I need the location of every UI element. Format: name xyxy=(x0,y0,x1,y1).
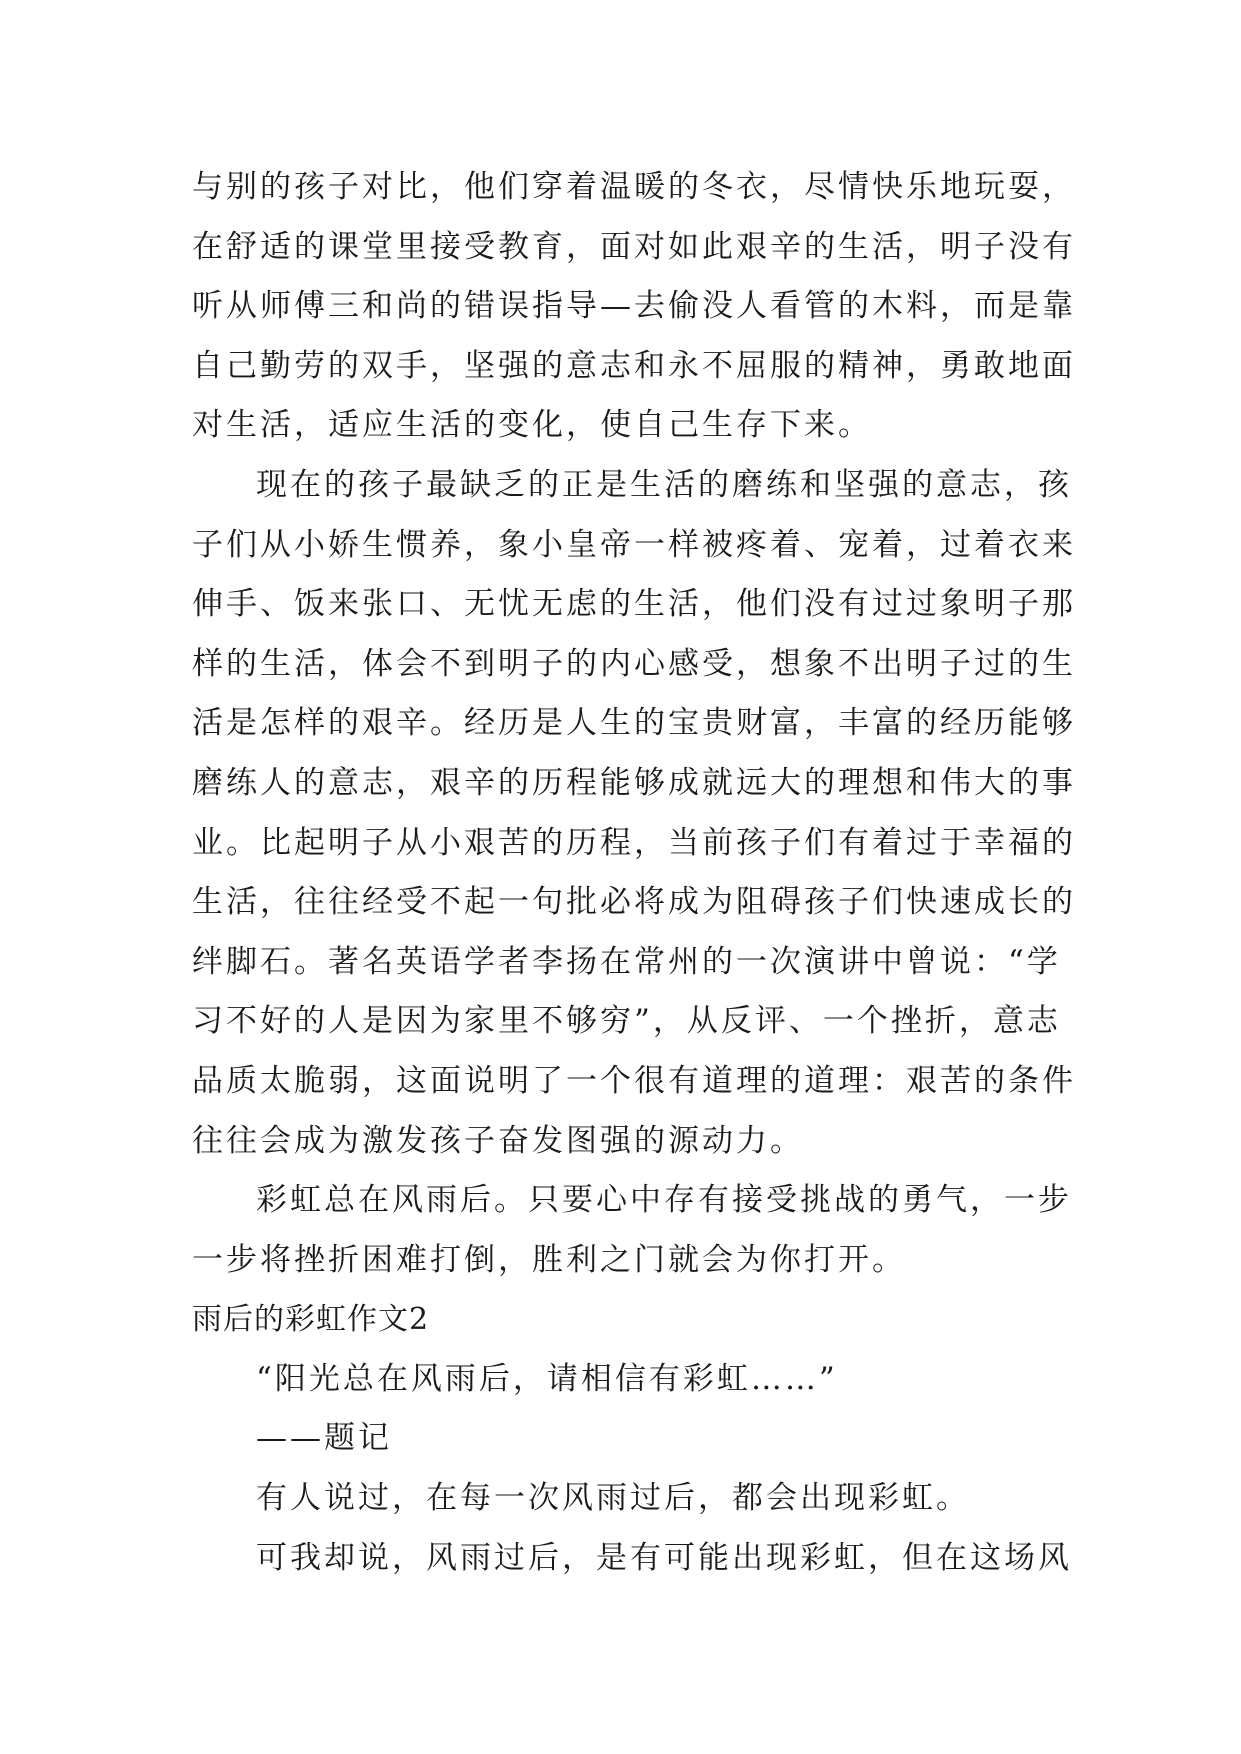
text-line: 听从师傅三和尚的错误指导—去偷没人看管的木料，而是靠 xyxy=(192,288,1076,325)
text-line: 绊脚石。著名英语学者李扬在常州的一次演讲中曾说：“学 xyxy=(192,943,1061,980)
section-heading: 雨后的彩虹作文2 xyxy=(192,1302,430,1338)
text-line: 样的生活，体会不到明子的内心感受，想象不出明子过的生 xyxy=(192,645,1076,682)
paragraph-5: 可我却说，风雨过后，是有可能出现彩虹，但在这场风 xyxy=(256,1539,1072,1576)
text-line: 品质太脆弱，这面说明了一个很有道理的道理：艰苦的条件 xyxy=(192,1062,1076,1099)
text-line: 子们从小娇生惯养，象小皇帝一样被疼着、宠着，过着衣来 xyxy=(192,526,1076,563)
text-line: 习不好的人是因为家里不够穷”，从反评、一个挫折，意志 xyxy=(192,1003,1061,1040)
epigraph-source: ——题记 xyxy=(256,1420,392,1457)
text-line: 自己勤劳的双手，坚强的意志和永不屈服的精神，勇敢地面 xyxy=(192,347,1076,384)
text-line: 对生活，适应生活的变化，使自己生存下来。 xyxy=(192,407,872,444)
text-line: 伸手、饭来张口、无忧无虑的生活，他们没有过过象明子那 xyxy=(192,586,1076,623)
text-line: 与别的孩子对比，他们穿着温暖的冬衣，尽情快乐地玩耍， xyxy=(192,169,1076,205)
text-line: 磨练人的意志，艰辛的历程能够成就远大的理想和伟大的事 xyxy=(192,764,1076,801)
text-line: 一步将挫折困难打倒，胜利之门就会为你打开。 xyxy=(192,1241,906,1278)
text-line: 往往会成为激发孩子奋发图强的源动力。 xyxy=(192,1122,804,1159)
text-line: 业。比起明子从小艰苦的历程，当前孩子们有着过于幸福的 xyxy=(192,824,1076,861)
epigraph: “阳光总在风雨后，请相信有彩虹……” xyxy=(256,1360,838,1397)
paragraph-2 xyxy=(192,456,1076,1171)
text-line: 彩虹总在风雨后。只要心中存有接受挑战的勇气，一步 xyxy=(256,1182,1072,1219)
paragraph-1 xyxy=(192,158,1076,456)
document-body xyxy=(192,158,1076,1588)
paragraph-3 xyxy=(192,1171,1072,1290)
paragraph-4: 有人说过，在每一次风雨过后，都会出现彩虹。 xyxy=(256,1480,970,1517)
text-line: 活是怎样的艰辛。经历是人生的宝贵财富，丰富的经历能够 xyxy=(192,705,1076,742)
text-line: 现在的孩子最缺乏的正是生活的磨练和坚强的意志，孩 xyxy=(256,466,1072,503)
text-line: 在舒适的课堂里接受教育，面对如此艰辛的生活，明子没有 xyxy=(192,228,1076,265)
text-line: 生活，往往经受不起一句批必将成为阻碍孩子们快速成长的 xyxy=(192,884,1076,921)
